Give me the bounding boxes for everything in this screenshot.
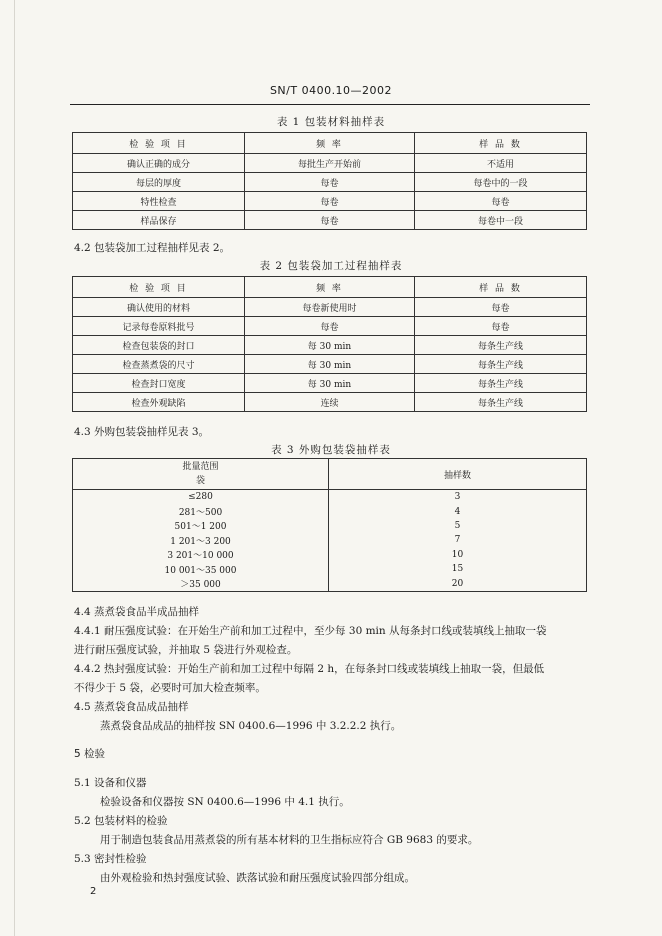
para-4-2: 4.2 包装袋加工过程抽样见表 2。 [74,242,231,254]
table-cell: 每卷 [245,192,415,211]
table-row [73,374,587,393]
section-4-5-text: 蒸煮袋食品成品的抽样按 SN 0400.6—1996 中 3.2.2.2 执行。 [100,720,402,732]
table-cell: 每 30 min [245,336,415,355]
section-5-3-heading: 5.3 密封性检验 [74,853,147,865]
table-cell: 每层的厚度 [73,173,245,192]
section-5-1-text: 检验设备和仪器按 SN 0400.6—1996 中 4.1 执行。 [100,796,350,808]
table-cell: 每卷中的一段 [415,173,587,192]
table-cell: 4 [329,504,587,518]
table-cell: 10 [329,548,587,562]
table-cell: 20 [329,576,587,591]
table-cell: 不适用 [415,154,587,173]
table-cell: 5 [329,519,587,533]
table2-header-cell: 样 品 数 [415,277,587,298]
section-5-heading: 5 检验 [74,748,106,760]
header-rule [70,104,590,105]
section-5-2-heading: 5.2 包装材料的检验 [74,815,168,827]
table3-header-batch [73,459,329,490]
table1 [72,132,587,230]
table-row [73,393,587,412]
section-4-4-1-line1: 4.4.1 耐压强度试验：在开始生产前和加工过程中，至少每 30 min 从每条封口线或装填线上抽取一袋 [74,625,547,637]
section-5-1-heading: 5.1 设备和仪器 [74,777,147,789]
table-cell: 每批生产开始前 [245,154,415,173]
table-row [73,519,587,533]
table1-header-row [73,133,587,154]
table-cell: 特性检查 [73,192,245,211]
para-4-3: 4.3 外购包装袋抽样见表 3。 [74,426,210,438]
table-cell: 501～1 200 [73,519,329,533]
table1-header-cell: 检 验 项 目 [73,133,245,154]
table1-header-cell: 频 率 [245,133,415,154]
table-cell: 确认使用的材料 [73,298,245,317]
table-cell: 7 [329,533,587,547]
section-4-4-1-line2: 进行耐压强度试验，并抽取 5 袋进行外观检查。 [74,644,298,656]
table-cell: 10 001～35 000 [73,562,329,576]
table-cell: 确认正确的成分 [73,154,245,173]
table1-header-cell: 样 品 数 [415,133,587,154]
table-cell: 检查封口宽度 [73,374,245,393]
table-row [73,576,587,591]
table-row [73,298,587,317]
page-number: 2 [90,886,97,897]
table-row [73,490,587,505]
table-cell: 1 201～3 200 [73,533,329,547]
table-cell: 检查包装袋的封口 [73,336,245,355]
table2-caption: 表 2 包装袋加工过程抽样表 [259,260,403,272]
table-cell: 每卷新使用时 [245,298,415,317]
table-cell: 每条生产线 [415,374,587,393]
section-5-3-text: 由外观检验和热封强度试验、跌落试验和耐压强度试验四部分组成。 [100,872,415,884]
table-cell: 连续 [245,393,415,412]
table-cell: 每卷 [415,298,587,317]
table3-header-row [73,459,587,490]
table3 [72,458,587,592]
page-edge [14,0,15,936]
table-cell: 每条生产线 [415,393,587,412]
table3-header-sample: 抽样数 [329,459,587,490]
table-cell: 每卷 [245,173,415,192]
section-4-5-heading: 4.5 蒸煮袋食品成品抽样 [74,701,189,713]
table-row [73,192,587,211]
section-4-4-heading: 4.4 蒸煮袋食品半成品抽样 [74,606,200,618]
table-cell: 281～500 [73,504,329,518]
table-cell: 每卷 [245,317,415,336]
table-cell: 3 201～10 000 [73,548,329,562]
section-4-4-2-line1: 4.4.2 热封强度试验：开始生产前和加工过程中每隔 2 h，在每条封口线或装填线上抽取一袋，但最低 [74,663,545,675]
table2-header-row [73,277,587,298]
table-row [73,173,587,192]
table-cell: 每卷 [415,317,587,336]
table2-header-cell: 检 验 项 目 [73,277,245,298]
table-cell: 检查外观缺陷 [73,393,245,412]
table-cell: 每卷中一段 [415,211,587,230]
table2 [72,276,587,412]
table-row [73,562,587,576]
section-5-2-text: 用于制造包装食品用蒸煮袋的所有基本材料的卫生指标应符合 GB 9683 的要求。 [100,834,479,846]
table-cell: 每卷 [245,211,415,230]
table2-header-cell: 频 率 [245,277,415,298]
table-cell: 检查蒸煮袋的尺寸 [73,355,245,374]
section-4-4-2-line2: 不得少于 5 袋，必要时可加大检查频率。 [74,682,266,694]
table-cell: 样品保存 [73,211,245,230]
table-row [73,548,587,562]
table-row [73,533,587,547]
table-cell: ＞35 000 [73,576,329,591]
table-cell: 15 [329,562,587,576]
table1-caption: 表 1 包装材料抽样表 [276,116,386,128]
table-row [73,211,587,230]
table-cell: 记录每卷原料批号 [73,317,245,336]
table-cell: 每条生产线 [415,336,587,355]
table-row [73,355,587,374]
table-cell: 3 [329,490,587,505]
table-row [73,504,587,518]
table3-header-batch-unit: 袋 [195,476,205,486]
table-row [73,336,587,355]
table-cell: 每 30 min [245,374,415,393]
table-row [73,317,587,336]
table3-header-batch-label: 批量范围 [182,462,219,472]
table-cell: 每 30 min [245,355,415,374]
table-cell: ≤280 [73,490,329,505]
table-row [73,154,587,173]
standard-code: SN/T 0400.10—2002 [269,84,393,97]
table-cell: 每卷 [415,192,587,211]
table3-caption: 表 3 外购包装袋抽样表 [271,444,391,456]
table-cell: 每条生产线 [415,355,587,374]
